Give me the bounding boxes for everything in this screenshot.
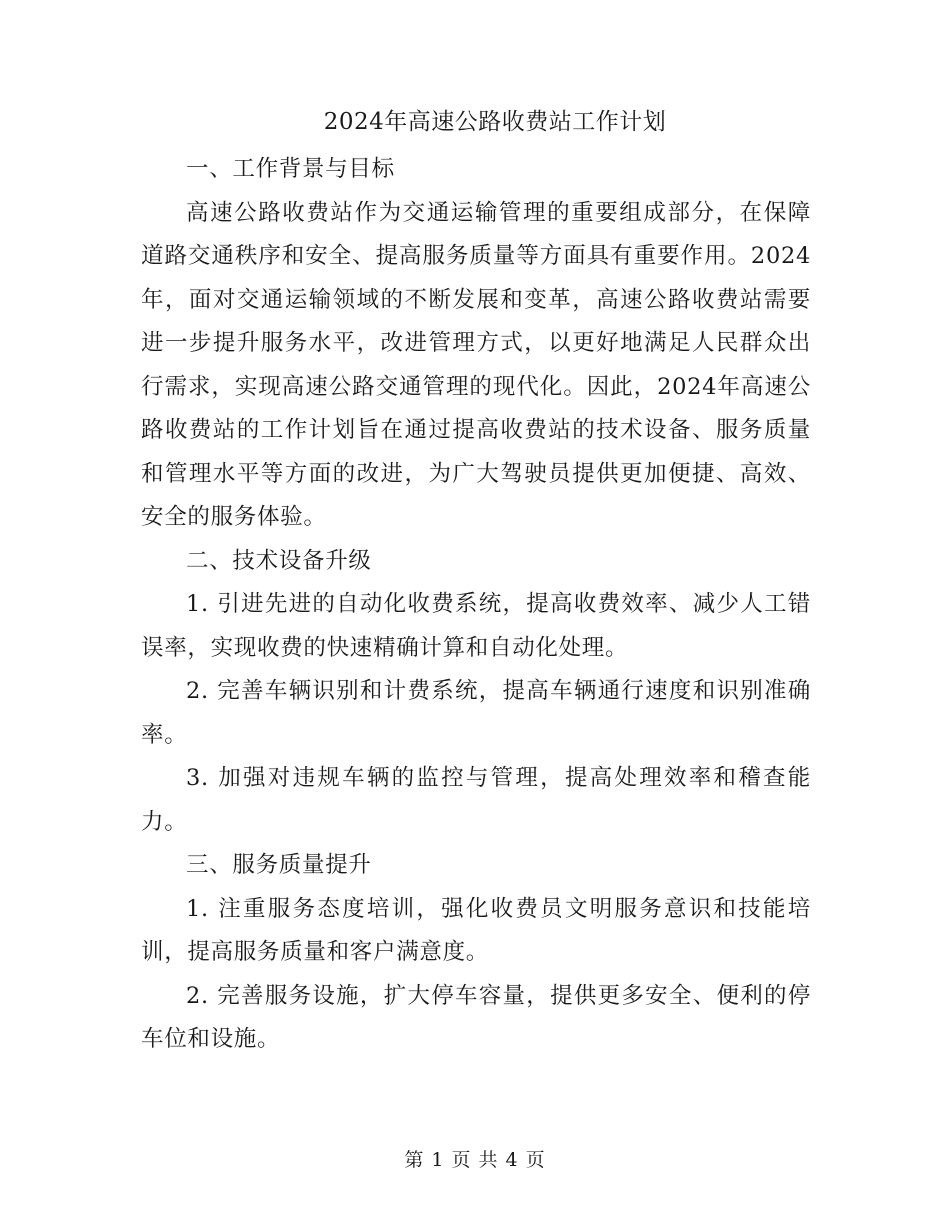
list-item-equipment-1: 1. 引进先进的自动化收费系统，提高收费效率、减少人工错误率，实现收费的快速精确计算和自动化处理。 [141,591,811,661]
section-heading-equipment: 二、技术设备升级 [186,547,372,574]
section-heading-service: 三、服务质量提升 [186,852,372,878]
section-heading-background: 一、工作背景与目标 [186,156,395,182]
list-item-service-2: 2. 完善服务设施，扩大停车容量，提供更多安全、便利的停车位和设施。 [141,982,811,1052]
document-body [141,148,811,1062]
document-title: 2024年高速公路收费站工作计划 [323,109,667,135]
page-number-footer: 第 1 页 共 4 页 [404,1149,546,1171]
list-item-service-1: 1. 注重服务态度培训，强化收费员文明服务意识和技能培训，提高服务质量和客户满意度。 [141,895,811,965]
list-item-equipment-3: 3. 加强对违规车辆的监控与管理，提高处理效率和稽查能力。 [141,765,811,835]
list-item-equipment-2: 2. 完善车辆识别和计费系统，提高车辆通行速度和识别准确率。 [141,678,811,748]
paragraph-background: 高速公路收费站作为交通运输管理的重要组成部分，在保障道路交通秩序和安全、提高服务质量等方面具有重要作用。2024年，面对交通运输领域的不断发展和变革，高速公路收费站需要进一步提升服务水平，改进管理方式，以更好地满足人民群众出行需求，实现高速公路交通管理的现代化。因此，2024年高速公路收费站的工作计划旨在通过提高收费站的技术设备、服务质量和管理水平等方面的改进，为广大驾驶员提供更加便捷、高效、安全的服务体验。 [141,199,811,530]
